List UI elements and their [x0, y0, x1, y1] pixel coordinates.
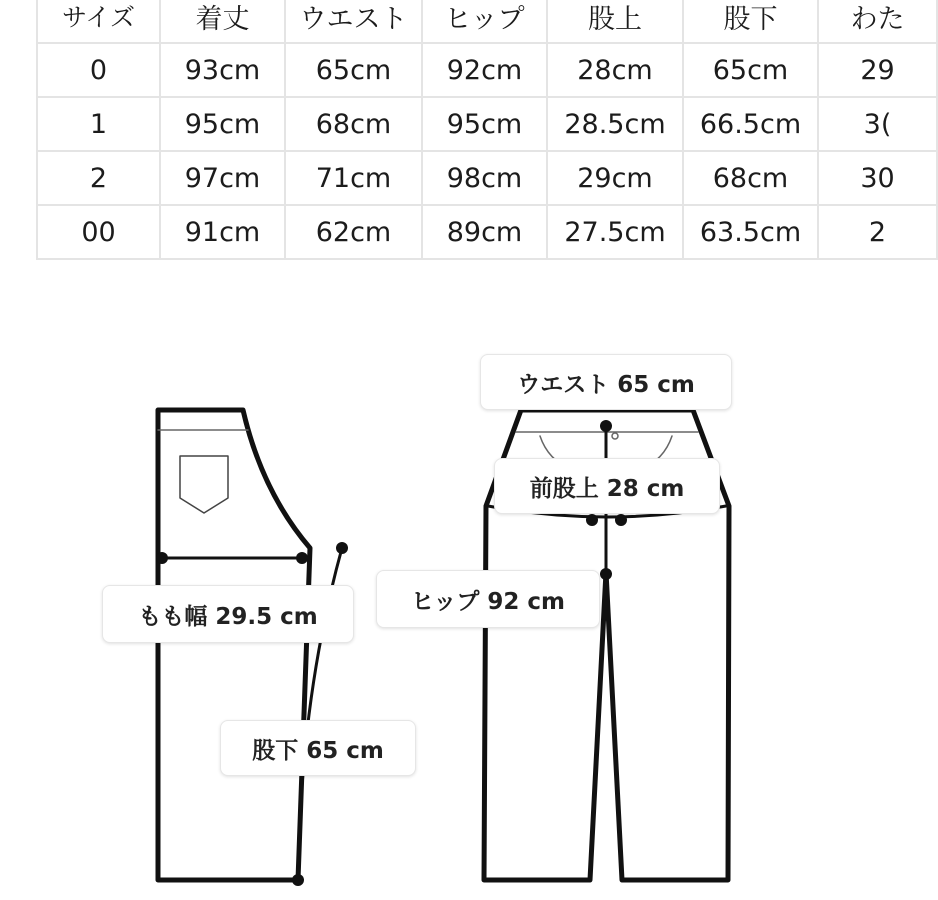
table-cell: 68cm [683, 151, 818, 205]
table-cell: 1 [37, 97, 160, 151]
table-cell: 28cm [547, 43, 683, 97]
table-cell: 30 [818, 151, 937, 205]
table-cell: 93cm [160, 43, 285, 97]
table-cell: 63.5cm [683, 205, 818, 259]
side-view-pants [158, 410, 310, 880]
table-cell: 27.5cm [547, 205, 683, 259]
inseam-dot-top [336, 542, 348, 554]
header-thigh: わた [818, 0, 937, 43]
table-cell: 92cm [422, 43, 547, 97]
table-cell: 95cm [422, 97, 547, 151]
table-cell: 2 [818, 205, 937, 259]
inseam-label: 股下 65 cm [220, 720, 416, 776]
hip-label: ヒップ 92 cm [376, 570, 600, 628]
back-pocket-icon [180, 456, 228, 513]
table-cell: 62cm [285, 205, 422, 259]
table-cell: 71cm [285, 151, 422, 205]
header-hip: ヒップ [422, 0, 547, 43]
table-cell: 68cm [285, 97, 422, 151]
table-cell: 29 [818, 43, 937, 97]
table-cell: 0 [37, 43, 160, 97]
thigh-dot-left [156, 552, 168, 564]
table-cell: 3( [818, 97, 937, 151]
table-cell: 89cm [422, 205, 547, 259]
table-cell: 95cm [160, 97, 285, 151]
table-cell: 00 [37, 205, 160, 259]
header-size: サイズ [37, 0, 160, 43]
table-cell: 97cm [160, 151, 285, 205]
front-rise-label: 前股上 28 cm [494, 458, 720, 514]
side-view-outline [158, 410, 310, 880]
thigh-label: もも幅 29.5 cm [102, 585, 354, 643]
waist-dot [600, 420, 612, 432]
header-inseam: 股下 [683, 0, 818, 43]
hip-dot [600, 568, 612, 580]
header-length: 着丈 [160, 0, 285, 43]
table-cell: 65cm [285, 43, 422, 97]
inseam-dot-bottom [292, 874, 304, 886]
header-waist: ウエスト [285, 0, 422, 43]
table-cell: 91cm [160, 205, 285, 259]
rise-dot-right [615, 514, 627, 526]
table-cell: 2 [37, 151, 160, 205]
front-button-icon [612, 433, 618, 439]
rise-dot-left [586, 514, 598, 526]
header-rise: 股上 [547, 0, 683, 43]
thigh-dot-right [296, 552, 308, 564]
table-cell: 29cm [547, 151, 683, 205]
table-cell: 66.5cm [683, 97, 818, 151]
table-cell: 28.5cm [547, 97, 683, 151]
table-cell: 65cm [683, 43, 818, 97]
waist-label: ウエスト 65 cm [480, 354, 732, 410]
table-cell: 98cm [422, 151, 547, 205]
